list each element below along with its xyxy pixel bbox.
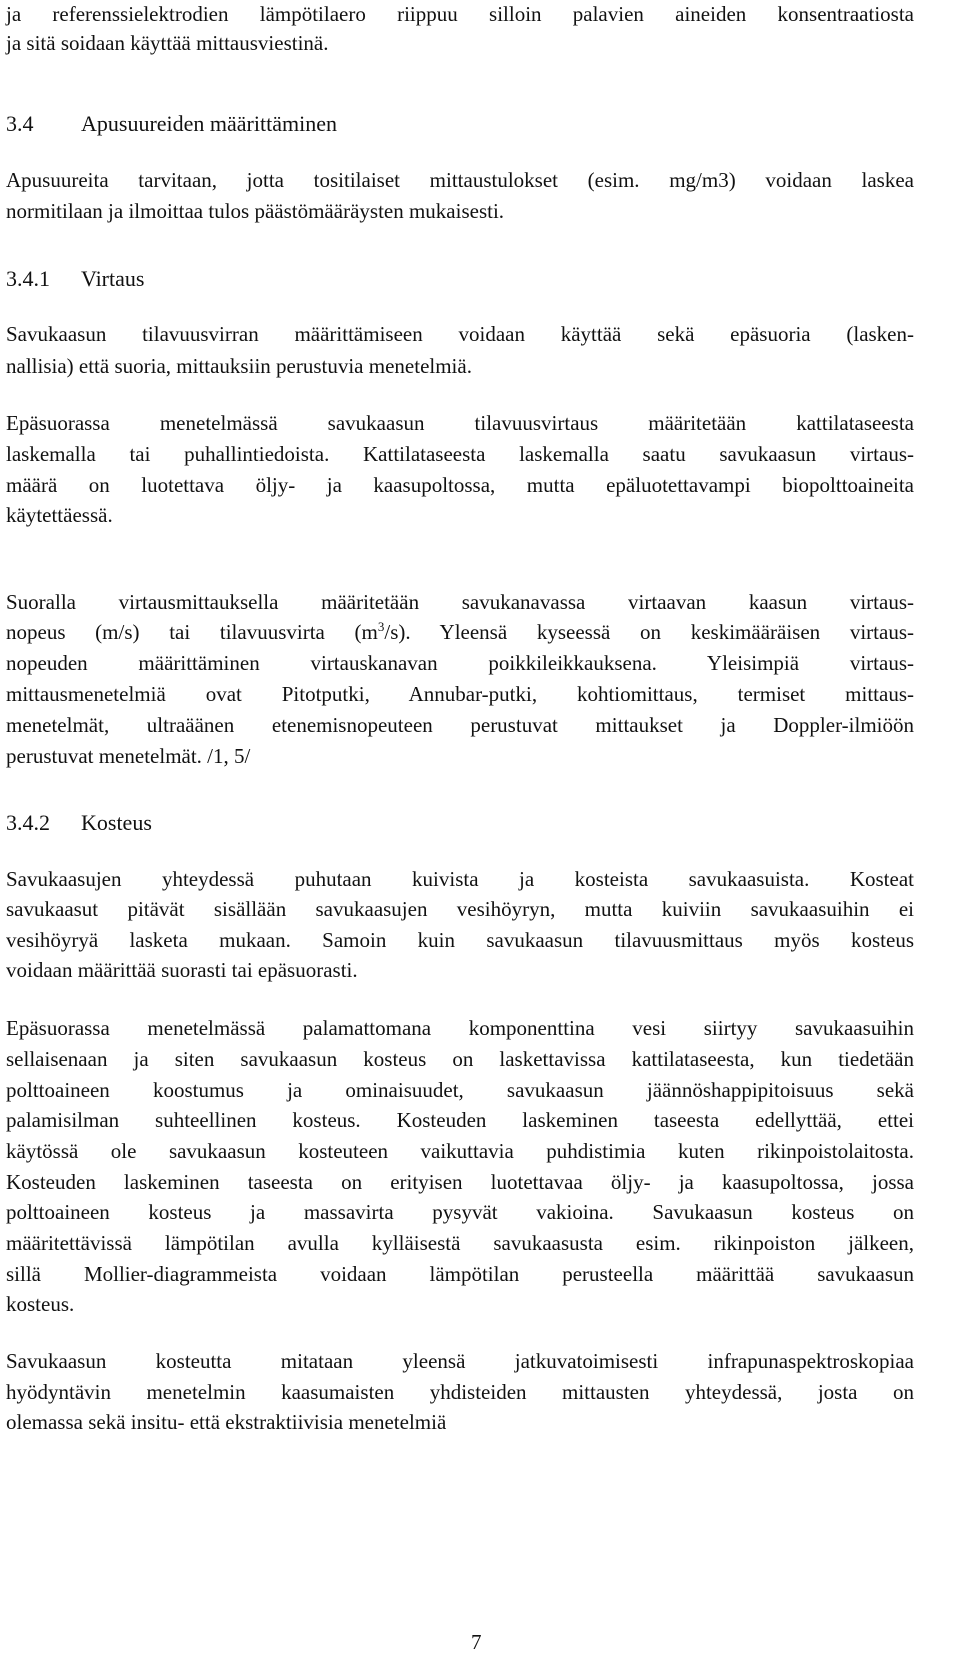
virtaus-p3-line-2	[6, 619, 914, 644]
kosteus-p2-line-3: polttoaineen koostumus ja ominaisuudet, savukaasun jäännöshappipitoisuus sekä	[6, 1078, 914, 1102]
kosteus-p3-line-2: hyödyntävin menetelmin kaasumaisten yhdisteiden mittausten yhteydessä, josta on	[6, 1380, 914, 1404]
virtaus-p3-line-2-a: nopeus (m/s) tai tilavuusvirta (m	[6, 620, 378, 644]
section-title: Apusuureiden määrittäminen	[81, 111, 337, 136]
section-number: 3.4.1	[6, 266, 50, 291]
page-number: 7	[471, 1630, 482, 1654]
section-title: Kosteus	[81, 810, 152, 835]
virtaus-p3-line-1: Suoralla virtausmittauksella määritetään savukanavassa virtaavan kaasun virtaus-	[6, 590, 914, 614]
section-heading-3-4-2	[6, 812, 152, 834]
intro-line-2: ja sitä soidaan käyttää mittausviestinä.	[6, 31, 329, 55]
section-title: Virtaus	[81, 266, 145, 291]
kosteus-p2-line-6: Kosteuden laskeminen taseesta on erityisen luotettavaa öljy- ja kaasupoltossa, jossa	[6, 1170, 914, 1194]
kosteus-p2-line-2: sellaisenaan ja siten savukaasun kosteus on laskettavissa kattilataseesta, kun tiedetään	[6, 1047, 914, 1071]
virtaus-p2-line-3: määrä on luotettava öljy- ja kaasupoltossa, mutta epäluotettavampi biopolttoaineita	[6, 473, 914, 497]
kosteus-p2-line-10: kosteus.	[6, 1292, 75, 1316]
virtaus-p3-line-3: nopeuden määrittäminen virtauskanavan poikkileikkauksena. Yleisimpiä virtaus-	[6, 651, 914, 675]
section-number: 3.4.2	[6, 810, 50, 835]
kosteus-p1-line-3: vesihöyryä lasketa mukaan. Samoin kuin savukaasun tilavuusmittaus myös kosteus	[6, 928, 914, 952]
kosteus-p2-line-1: Epäsuorassa menetelmässä palamattomana komponenttina vesi siirtyy savukaasuihin	[6, 1016, 914, 1040]
virtaus-p2-line-2: laskemalla tai puhallintiedoista. Kattilataseesta laskemalla saatu savukaasun virtaus-	[6, 442, 914, 466]
virtaus-p3-line-2-b: /s). Yleensä kyseessä on keskimääräisen virtaus-	[384, 620, 914, 644]
intro-line-1: ja referenssielektrodien lämpötilaero riippuu silloin palavien aineiden konsentraatiosta	[6, 2, 914, 26]
virtaus-p3-line-4: mittausmenetelmiä ovat Pitotputki, Annubar-putki, kohtiomittaus, termiset mittaus-	[6, 682, 914, 706]
kosteus-p1-line-2: savukaasut pitävät sisällään savukaasujen vesihöyryn, mutta kuiviin savukaasuihin ei	[6, 897, 914, 921]
kosteus-p2-line-9: sillä Mollier-diagrammeista voidaan lämpötilan perusteella määrittää savukaasun	[6, 1262, 914, 1286]
section-3-4-line-2: normitilaan ja ilmoittaa tulos päästömääräysten mukaisesti.	[6, 199, 505, 223]
section-heading-3-4	[6, 113, 337, 135]
kosteus-p2-line-5: käytössä ole savukaasun kosteuteen vaikuttavia puhdistimia kuten rikinpoistolaitosta.	[6, 1139, 914, 1163]
section-3-4-line-1: Apusuureita tarvitaan, jotta tositilaiset mittaustulokset (esim. mg/m3) voidaan laskea	[6, 168, 914, 192]
virtaus-p3-line-5: menetelmät, ultraäänen etenemisnopeuteen perustuvat mittaukset ja Doppler-ilmiöön	[6, 713, 914, 737]
kosteus-p2-line-8: määritettävissä lämpötilan avulla kylläisestä savukaasusta esim. rikinpoiston jälkeen,	[6, 1231, 914, 1255]
virtaus-p2-line-1: Epäsuorassa menetelmässä savukaasun tilavuusvirtaus määritetään kattilataseesta	[6, 411, 914, 435]
kosteus-p2-line-7: polttoaineen kosteus ja massavirta pysyvät vakioina. Savukaasun kosteus on	[6, 1200, 914, 1224]
superscript: 3	[377, 619, 385, 634]
virtaus-p1-line-1: Savukaasun tilavuusvirran määrittämiseen voidaan käyttää sekä epäsuoria (lasken-	[6, 322, 914, 346]
kosteus-p2-line-4: palamisilman suhteellinen kosteus. Kosteuden laskeminen taseesta edellyttää, ettei	[6, 1108, 914, 1132]
kosteus-p1-line-4: voidaan määrittää suorasti tai epäsuorasti.	[6, 958, 358, 982]
kosteus-p1-line-1: Savukaasujen yhteydessä puhutaan kuivista ja kosteista savukaasuista. Kosteat	[6, 867, 914, 891]
kosteus-p3-line-1: Savukaasun kosteutta mitataan yleensä jatkuvatoimisesti infrapunaspektroskopiaa	[6, 1349, 914, 1373]
virtaus-p1-line-2: nallisia) että suoria, mittauksiin perustuvia menetelmiä.	[6, 354, 472, 378]
virtaus-p3-line-6: perustuvat menetelmät. /1, 5/	[6, 744, 251, 768]
kosteus-p3-line-3: olemassa sekä insitu- että ekstraktiivisia menetelmiä	[6, 1410, 447, 1434]
section-heading-3-4-1	[6, 268, 144, 290]
section-number: 3.4	[6, 111, 34, 136]
virtaus-p2-line-4: käytettäessä.	[6, 503, 113, 527]
